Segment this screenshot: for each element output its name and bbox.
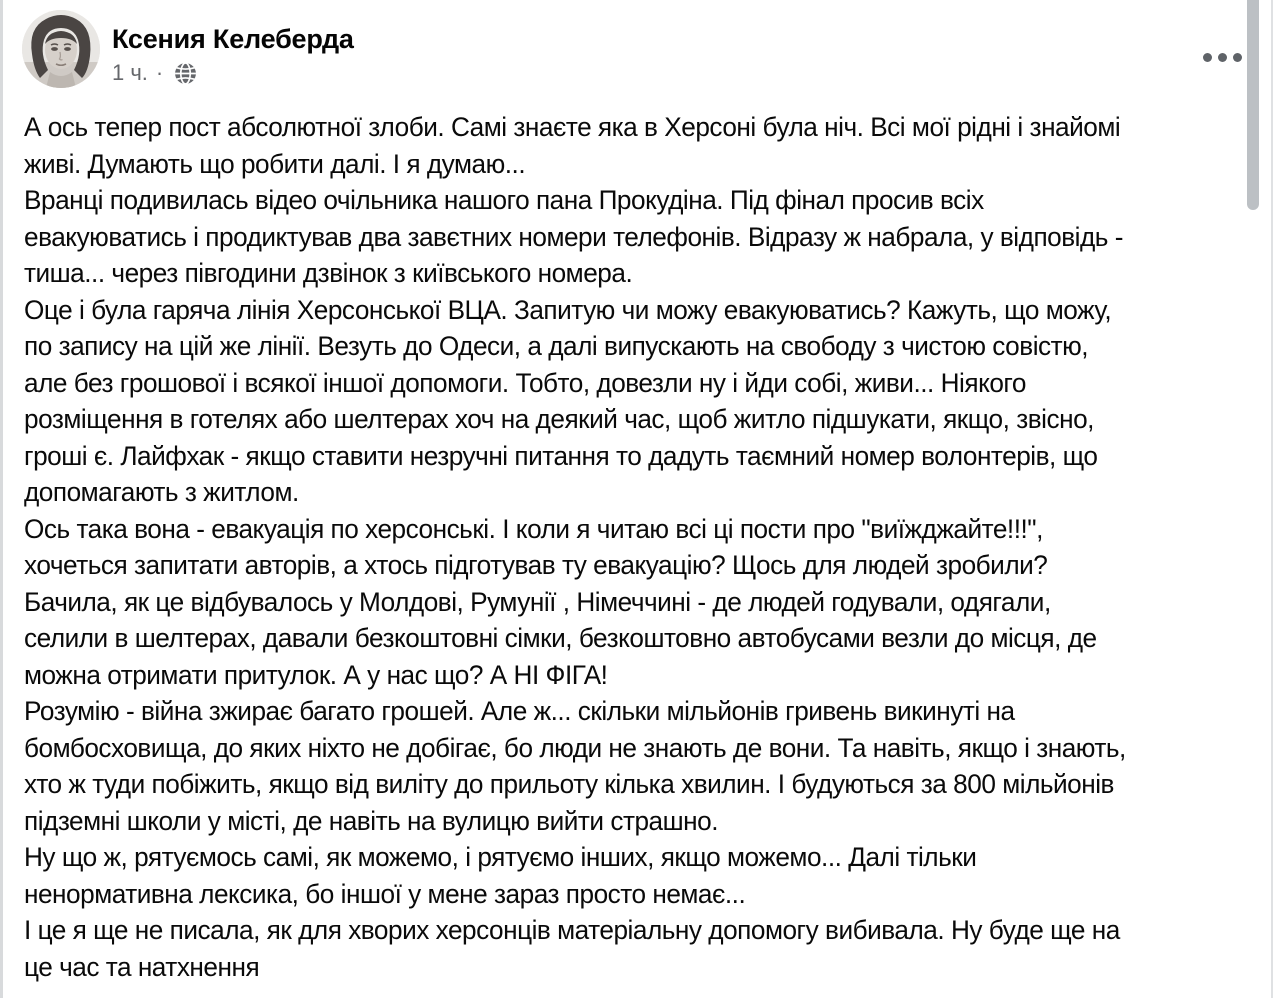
- post-text: [24, 109, 1272, 985]
- post-options-button[interactable]: [1199, 49, 1246, 66]
- ellipsis-dot: [1233, 53, 1242, 62]
- timestamp[interactable]: 1 ч.: [112, 60, 148, 85]
- post-text-line: хто ж туди побіжить, якщо від виліту до прильоту кілька хвилин. І будуються за 800 мільйонів: [24, 769, 1114, 799]
- post-text-line: допомагають з житлом.: [24, 477, 299, 507]
- post-text-line: А ось тепер пост абсолютної злоби. Самі знаєте яка в Херсоні була ніч. Всі мої рідні і знайомі: [24, 112, 1121, 142]
- post-text-line: це час та натхнення: [24, 951, 260, 982]
- author-name[interactable]: Ксения Келеберда: [112, 24, 354, 54]
- post-text-line: Ось така вона - евакуація по херсонські. І коли я читаю всі ці пости про "виїжджайте!!!",: [24, 513, 1043, 544]
- post-text-line: ненормативна лексика, бо іншої у мене зараз просто немає...: [24, 878, 746, 909]
- post-text-line: Бачила, як це відбувалось у Молдові, Румунії , Німеччині - де людей годували, одягали,: [24, 586, 1051, 617]
- post-text-line: Розумію - війна зжирає багато грошей. Але ж... скільки мільйонів гривень викинуті на: [24, 696, 1015, 726]
- globe-icon: [173, 61, 198, 86]
- ellipsis-dot: [1218, 53, 1227, 62]
- meta-separator: ·: [155, 60, 164, 85]
- post-text-line: Оце і була гаряча лінія Херсонської ВЦА. Запитую чи можу евакуюватись? Кажуть, що можу,: [24, 294, 1112, 325]
- post-text-line: гроші є. Лайфхак - якщо ставити незручні питання то дадуть таємний номер волонтерів, що: [24, 440, 1098, 471]
- profile-photo[interactable]: [22, 10, 100, 88]
- post-text-line: підземні школи у місті, де навіть на вулицю вийти страшно.: [24, 805, 719, 836]
- post-text-line: Вранці подивилась відео очільника нашого пана Прокудіна. Під фінал просив всіх: [24, 185, 984, 215]
- post-text-line: І це я ще не писала, як для хворих херсонців матеріальну допомогу вибивала. Ну буде ще на: [24, 915, 1120, 945]
- post-text-line: евакуюватись і продиктував два завєтних номери телефонів. Відразу ж набрала, у відповідь -: [24, 221, 1123, 252]
- left-edge-divider: [0, 0, 3, 998]
- post-text-line: тиша... через півгодини дзвінок з київського номера.: [24, 258, 633, 288]
- ellipsis-dot: [1203, 53, 1212, 62]
- post-text-line: але без грошової і всякої іншої допомоги. Тобто, довезли ну і йди собі, живи... Ніякого: [24, 367, 1026, 398]
- post-text-line: розміщення в готелях або шелтерах хоч на деякий час, щоб житло підшукати, якщо, звісно,: [24, 404, 1094, 434]
- post-text-line: живі. Думають що робити далі. І я думаю...: [24, 148, 526, 179]
- post-text-line: можна отримати притулок. А у нас що? А НІ ФІГА!: [24, 659, 608, 690]
- avatar-portrait-graphic: [22, 10, 100, 88]
- post-text-line: селили в шелтерах, давали безкоштовні сімки, безкоштовно автобусами везли до місця, де: [24, 623, 1097, 653]
- post-text-line: по запису на цій же лінії. Везуть до Одеси, а далі випускають на свободу з чистою совістю,: [24, 331, 1089, 361]
- post-meta: [112, 60, 198, 86]
- post-text-line: Ну що ж, рятуємось самі, як можемо, і рятуємо інших, якщо можемо... Далі тільки: [24, 842, 977, 872]
- post-text-line: бомбосховища, до яких ніхто не добігає, бо люди не знають де вони. Та навіть, якщо і знають,: [24, 732, 1126, 763]
- post-text-line: хочеться запитати авторів, а хтось підготував ту евакуацію? Щось для людей зробили?: [24, 550, 1048, 580]
